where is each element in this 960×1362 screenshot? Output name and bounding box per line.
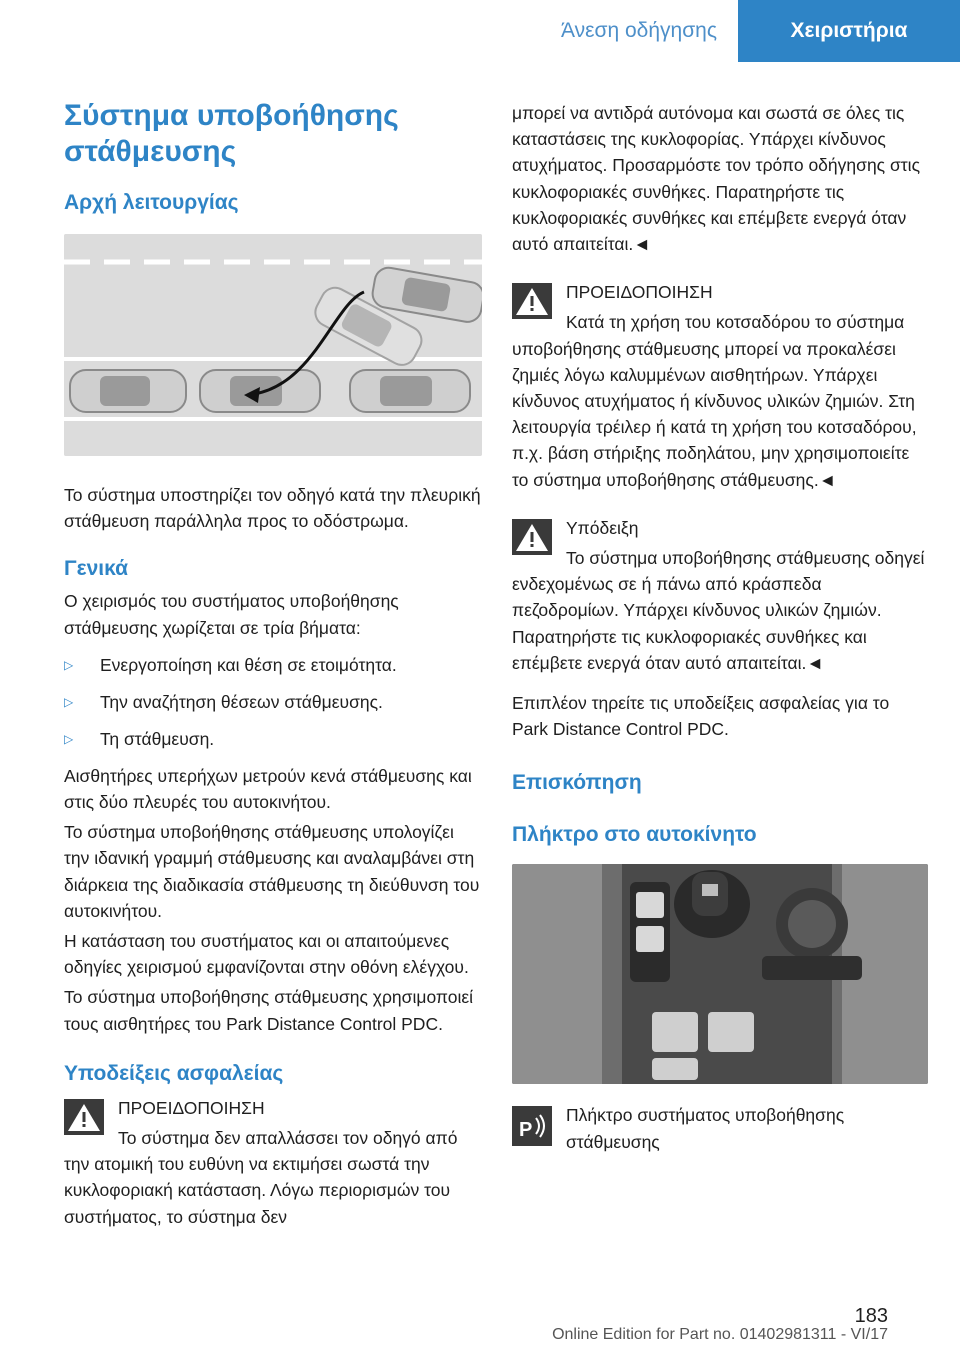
list-item (64, 726, 482, 752)
warning-label-2: ΠΡΟΕΙΔΟΠΟΙΗΣΗ (566, 282, 713, 303)
triangle-bullet-icon: ▷ (64, 694, 74, 709)
heading-safety: Υποδείξεις ασφαλείας (64, 1061, 284, 1085)
general-paragraph: Ο χειρισμός του συστήματος υποβοήθησης στάθμευσης χωρίζεται σε τρία βήματα: (64, 591, 399, 638)
warning-note-1 (64, 1095, 482, 1121)
intro-paragraph: Το σύστημα υποστηρίζει τον οδηγό κατά την πλευρική στάθμευση παράλληλα προς το οδόστρωμα. (64, 485, 481, 532)
warning-note-2 (512, 279, 930, 305)
figure-parking-diagram (64, 234, 482, 456)
heading-button: Πλήκτρο στο αυτοκίνητο (512, 823, 757, 847)
status-paragraph: Η κατάσταση του συστήματος και οι απαιτούμενες οδηγίες χειρισμού εμφανίζονται στην οθόνη ελέγχου. (64, 931, 469, 978)
step-text: Τη στάθμευση. (100, 728, 215, 749)
button-caption (512, 1102, 930, 1154)
pdc-safety-paragraph: Επιπλέον τηρείτε τις υποδείξεις ασφαλείας για το Park Distance Control PDC. (512, 693, 890, 740)
parked-car-middle (200, 370, 320, 412)
header-tab-section[interactable] (540, 0, 738, 62)
triangle-bullet-icon: ▷ (64, 657, 74, 672)
header-tab-active[interactable] (738, 0, 960, 62)
parked-car-right (350, 370, 470, 412)
hint-note (512, 515, 930, 541)
edition-footer: Online Edition for Part no. 01402981311 - VI/17 (552, 1326, 888, 1343)
list-item (64, 689, 482, 715)
warning-text-1-continued: μπορεί να αντιδρά αυτόνομα και σωστά σε όλες τις καταστάσεις της κυκλοφορίας. Υπάρχει κίνδυνος ατυχήματος. Προσαρμόστε τον τρόπο οδήγησης στις κυκλοφοριακές συνθήκες. Παρατηρήστε τις κυκλοφοριακές συνθήκες και επέμβετε ενεργά όταν αυτό απαιτείται.◄ (512, 103, 921, 255)
step-text: Την αναζήτηση θέσεων στάθμευσης. (100, 691, 383, 712)
header-tab-active-label: Χειριστήρια (790, 19, 908, 42)
page-title: Σύστημα υποβοήθησης στάθμευσης (64, 99, 399, 168)
triangle-bullet-icon: ▷ (64, 731, 74, 746)
warning-icon (512, 283, 552, 319)
heading-general: Γενικά (64, 557, 129, 581)
park-assist-button-icon (512, 1106, 552, 1146)
hint-label: Υπόδειξη (566, 517, 639, 538)
button-caption-text: Πλήκτρο συστήματος υποβοήθησης στάθμευσης (566, 1105, 845, 1152)
hint-text: Το σύστημα υποβοήθησης στάθμευσης οδηγεί ενδεχομένως σε ή πάνω από κράσπεδα πεζοδρομίων. Υπάρχει κίνδυνος υλικών ζημιών. Παρατηρήστε τις κυκλοφοριακές συνθήκες και επέμβετε ενεργά όταν αυτό απαιτείται.◄ (512, 548, 925, 673)
sensors-paragraph: Αισθητήρες υπερήχων μετρούν κενά στάθμευσης και στις δύο πλευρές του αυτοκινήτου. (64, 765, 472, 813)
calculation-paragraph: Το σύστημα υποβοήθησης στάθμευσης υπολογίζει την ιδανική γραμμή στάθμευσης και αναλαμβάνει στη διάρκεια της διαδικασία στάθμευσης τη διεύθυνση του αυτοκινήτου. (64, 822, 480, 921)
header-tab-section-label: Άνεση οδήγησης (561, 19, 717, 42)
page-number: 183 (854, 1305, 888, 1327)
heading-overview: Επισκόπηση (512, 771, 642, 795)
parked-car-left (70, 370, 186, 412)
pdc-paragraph: Το σύστημα υποβοήθησης στάθμευσης χρησιμοποιεί τους αισθητήρες του Park Distance Control PDC. (64, 987, 474, 1034)
center-console-photo (512, 864, 928, 1084)
hint-icon (512, 519, 552, 555)
step-text: Ενεργοποίηση και θέση σε ετοιμότητα. (100, 654, 397, 675)
parking-diagram-illustration (64, 234, 482, 456)
list-item (64, 652, 482, 678)
steps-list (64, 652, 482, 752)
heading-principle: Αρχή λειτουργίας (64, 191, 239, 214)
warning-label-1: ΠΡΟΕΙΔΟΠΟΙΗΣΗ (118, 1097, 265, 1118)
warning-text-1: Το σύστημα δεν απαλλάσσει τον οδηγό από την ατομική του ευθύνη να εκτιμήσει σωστά την κυκλοφοριακή κατάσταση. Λόγω περιορισμών του συστήματος, το σύστημα δεν (64, 1128, 458, 1227)
svg-text:P: P (519, 1119, 533, 1142)
warning-text-2: Κατά τη χρήση του κοτσαδόρου το σύστημα υποβοήθησης στάθμευσης μπορεί να προκαλέσει ζημιές λόγω καλυμμένων αισθητήρων. Υπάρχει κίνδυνος ατυχήματος ή κίνδυνος υλικών ζημιών. Στη λειτουργία τρέιλερ ή κατά τη χρήση του κοτσαδόρου, π.χ. βάση στήριξης ποδηλάτου, μην χρησιμοποιείτε το σύστημα υποβοήθησης στάθμευσης.◄ (512, 312, 917, 490)
left-column (64, 98, 482, 1230)
right-column (512, 100, 930, 1155)
figure-console-photo (512, 864, 928, 1084)
warning-icon (64, 1099, 104, 1135)
